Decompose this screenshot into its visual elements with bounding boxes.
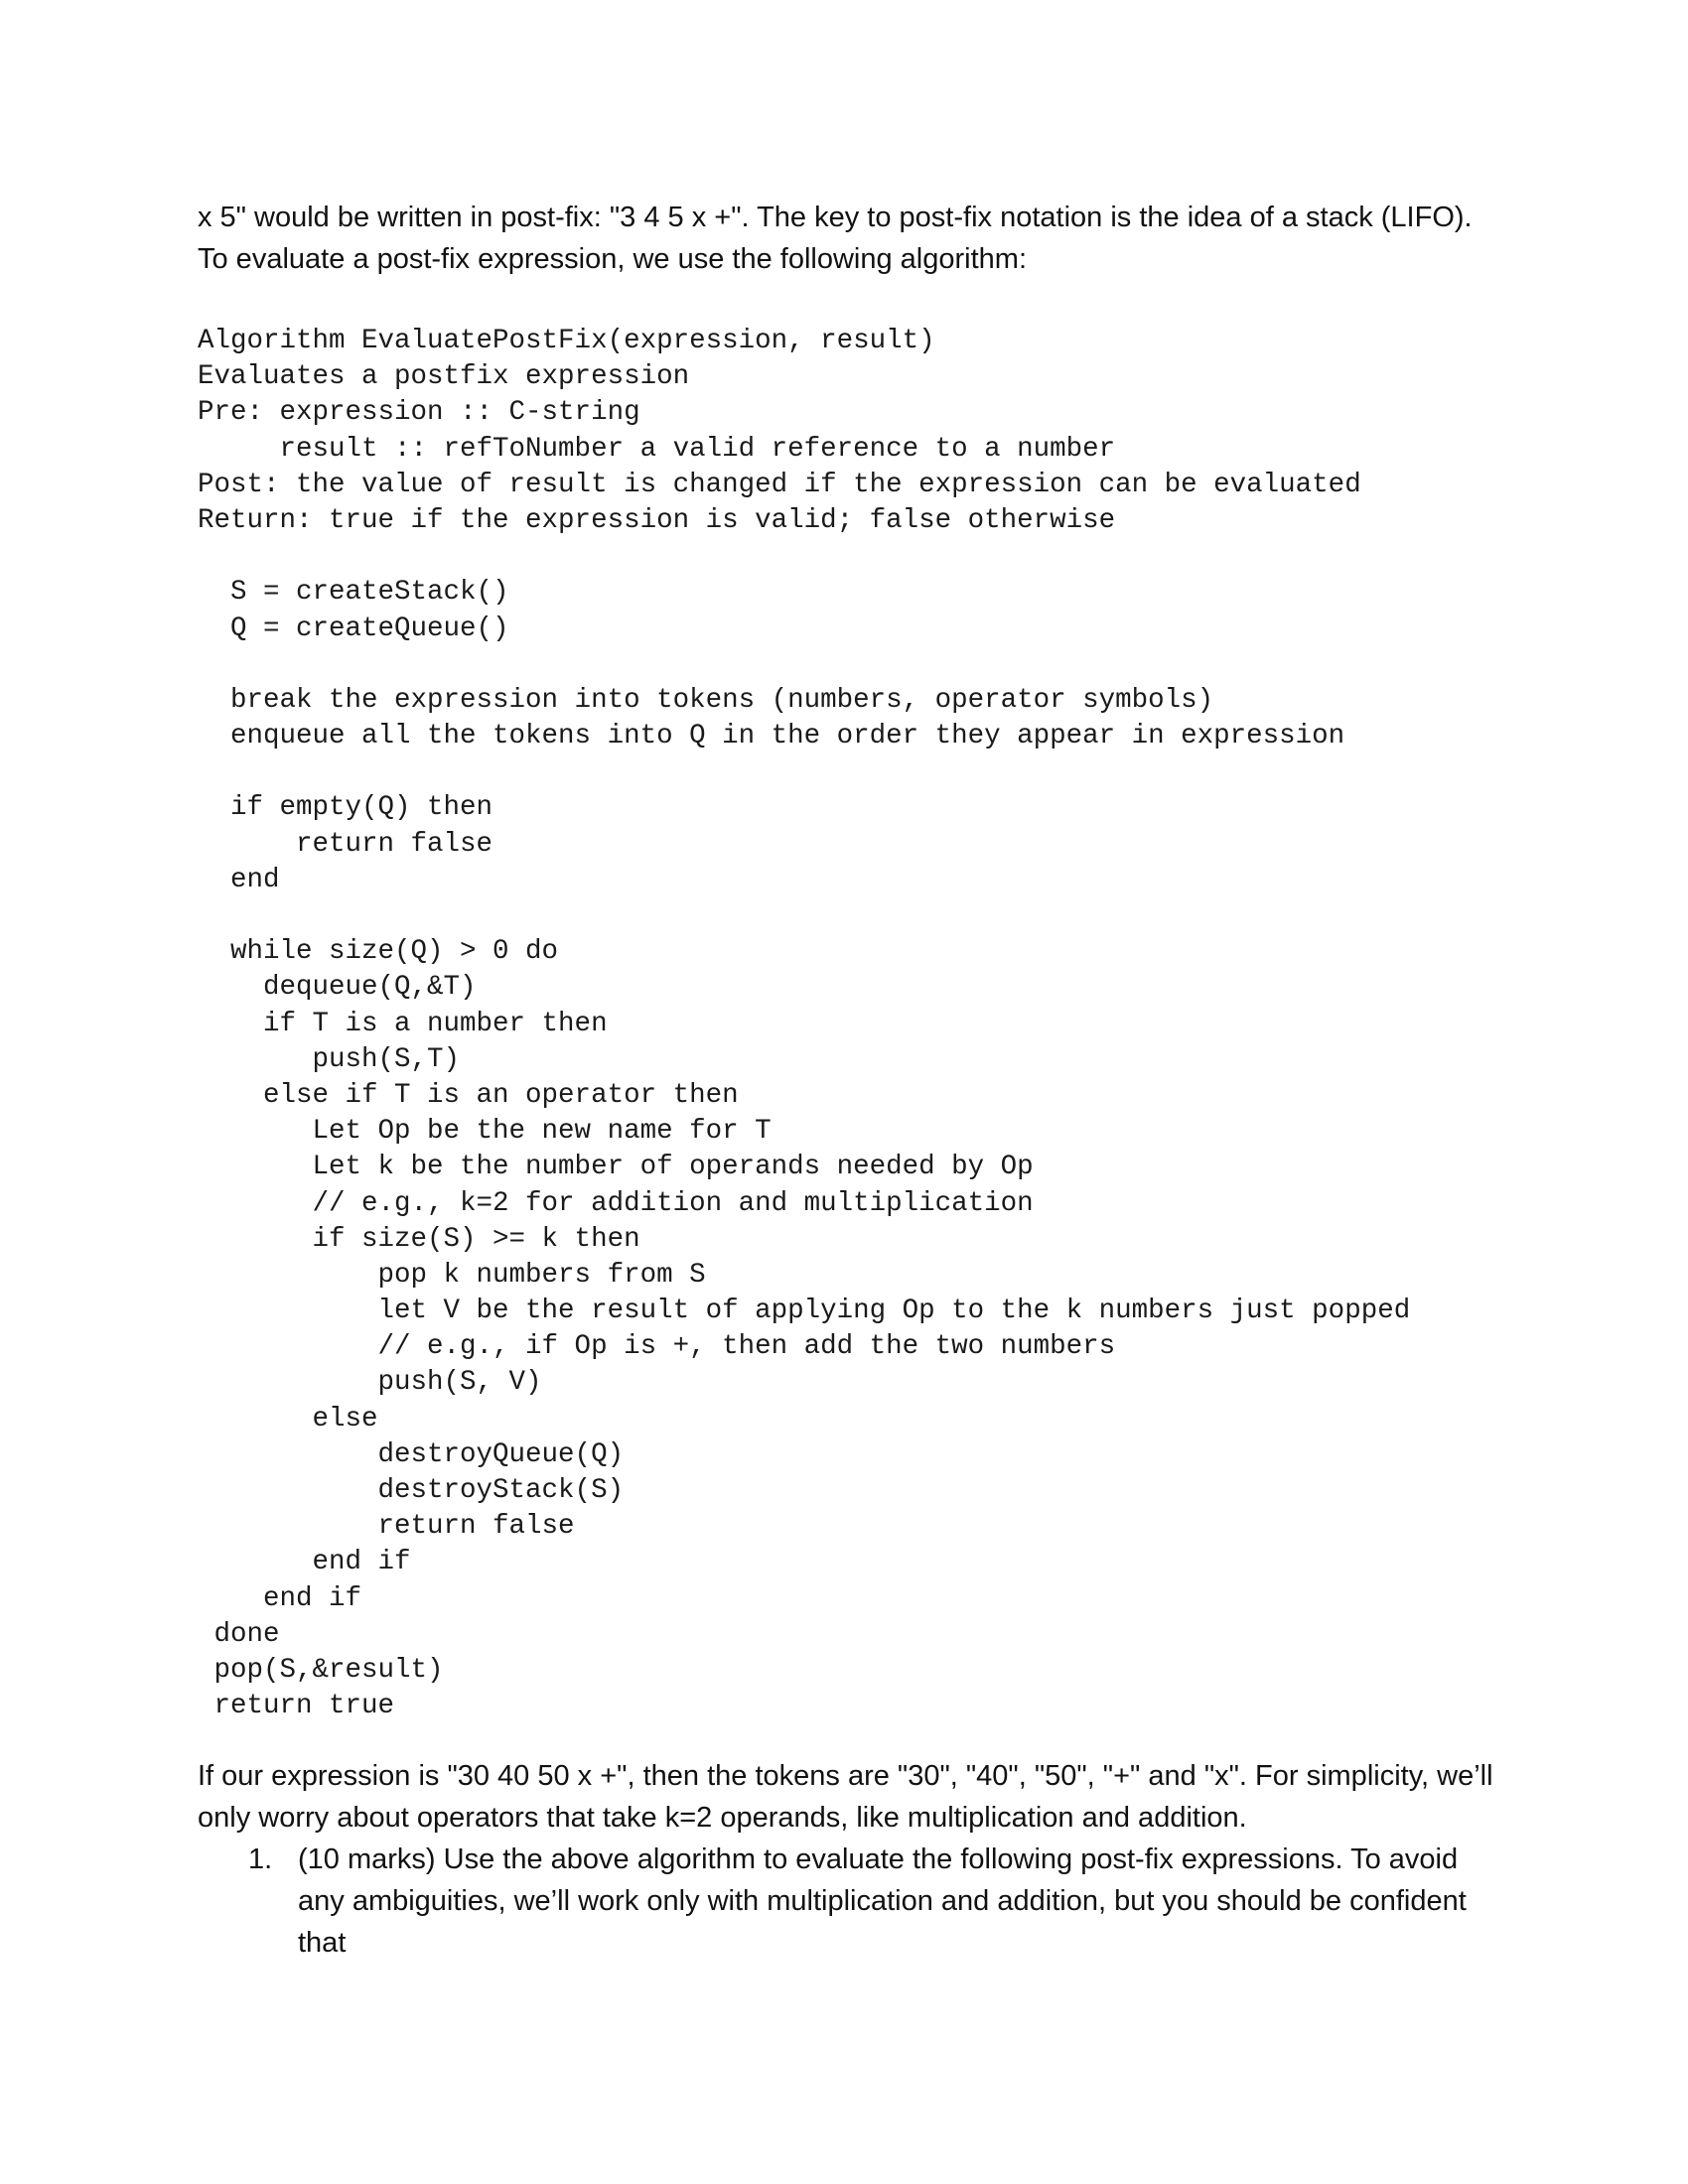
code-line: Post: the value of result is changed if the expression can be evaluated [198,469,1361,500]
code-line: Return: true if the expression is valid; false otherwise [198,504,1116,536]
list-item [198,1839,1508,1964]
code-line: end if [198,1547,411,1578]
code-line: let V be the result of applying Op to the k numbers just popped [198,1296,1411,1327]
example-paragraph: If our expression is "30 40 50 x +", then the tokens are "30", "40", "50", "+" and "x". For simplicity, we’ll only worry about operators that take k=2 operands, like multiplication and addition. [198,1760,1493,1834]
code-line: Pre: expression :: C-string [198,397,640,429]
list-item-text: (10 marks) Use the above algorithm to evaluate the following post-fix expressions. To avoid any ambiguities, we’ll work only with multiplication and addition, but you should be confident that [298,1843,1467,1959]
code-line [198,647,1410,683]
code-line: dequeue(Q,&T) [198,972,477,1004]
code-line: if size(S) >= k then [198,1223,640,1255]
code-line: enqueue all the tokens into Q in the order they appear in expression [198,721,1345,752]
code-line [198,754,1410,790]
code-line: destroyStack(S) [198,1475,625,1506]
code-line: Let k be the number of operands needed by Op [198,1152,1034,1183]
intro-paragraph: x 5" would be written in post-fix: "3 4 5 x +". The key to post-fix notation is the idea of a stack (LIFO). To evaluate a post-fix expression, we use the following algorithm: [198,202,1473,275]
code-line [198,898,1410,934]
code-line: else if T is an operator then [198,1079,739,1111]
code-line: while size(Q) > 0 do [198,936,559,968]
code-line: if empty(Q) then [198,792,493,824]
code-line: Q = createQueue() [198,613,509,644]
code-line: pop k numbers from S [198,1259,706,1291]
code-line: end [198,864,280,895]
code-line: return true [198,1691,395,1722]
code-line: destroyQueue(Q) [198,1438,625,1470]
code-line: end if [198,1582,362,1614]
code-line: // e.g., if Op is +, then add the two numbers [198,1331,1116,1363]
code-line: result :: refToNumber a valid reference to a number [198,433,1116,465]
code-line: Algorithm EvaluatePostFix(expression, result) [198,326,935,356]
code-line: return false [198,1511,575,1543]
code-line: if T is a number then [198,1008,608,1039]
code-line [198,539,1410,575]
code-line: Evaluates a postfix expression [198,361,690,393]
code-line: else [198,1403,378,1434]
code-line: // e.g., k=2 for addition and multiplication [198,1187,1034,1219]
code-line: push(S,T) [198,1043,461,1075]
code-line: push(S, V) [198,1367,542,1399]
code-line: done [198,1618,280,1650]
code-line: return false [198,828,493,860]
code-line: break the expression into tokens (numbers, operator symbols) [198,684,1214,716]
code-line: pop(S,&result) [198,1654,444,1686]
code-line: Let Op be the new name for T [198,1116,772,1148]
code-line: S = createStack() [198,577,509,609]
question-list [198,1839,1508,1964]
algorithm-code-block [198,324,1410,1724]
list-item-number: 1. [248,1843,273,1875]
